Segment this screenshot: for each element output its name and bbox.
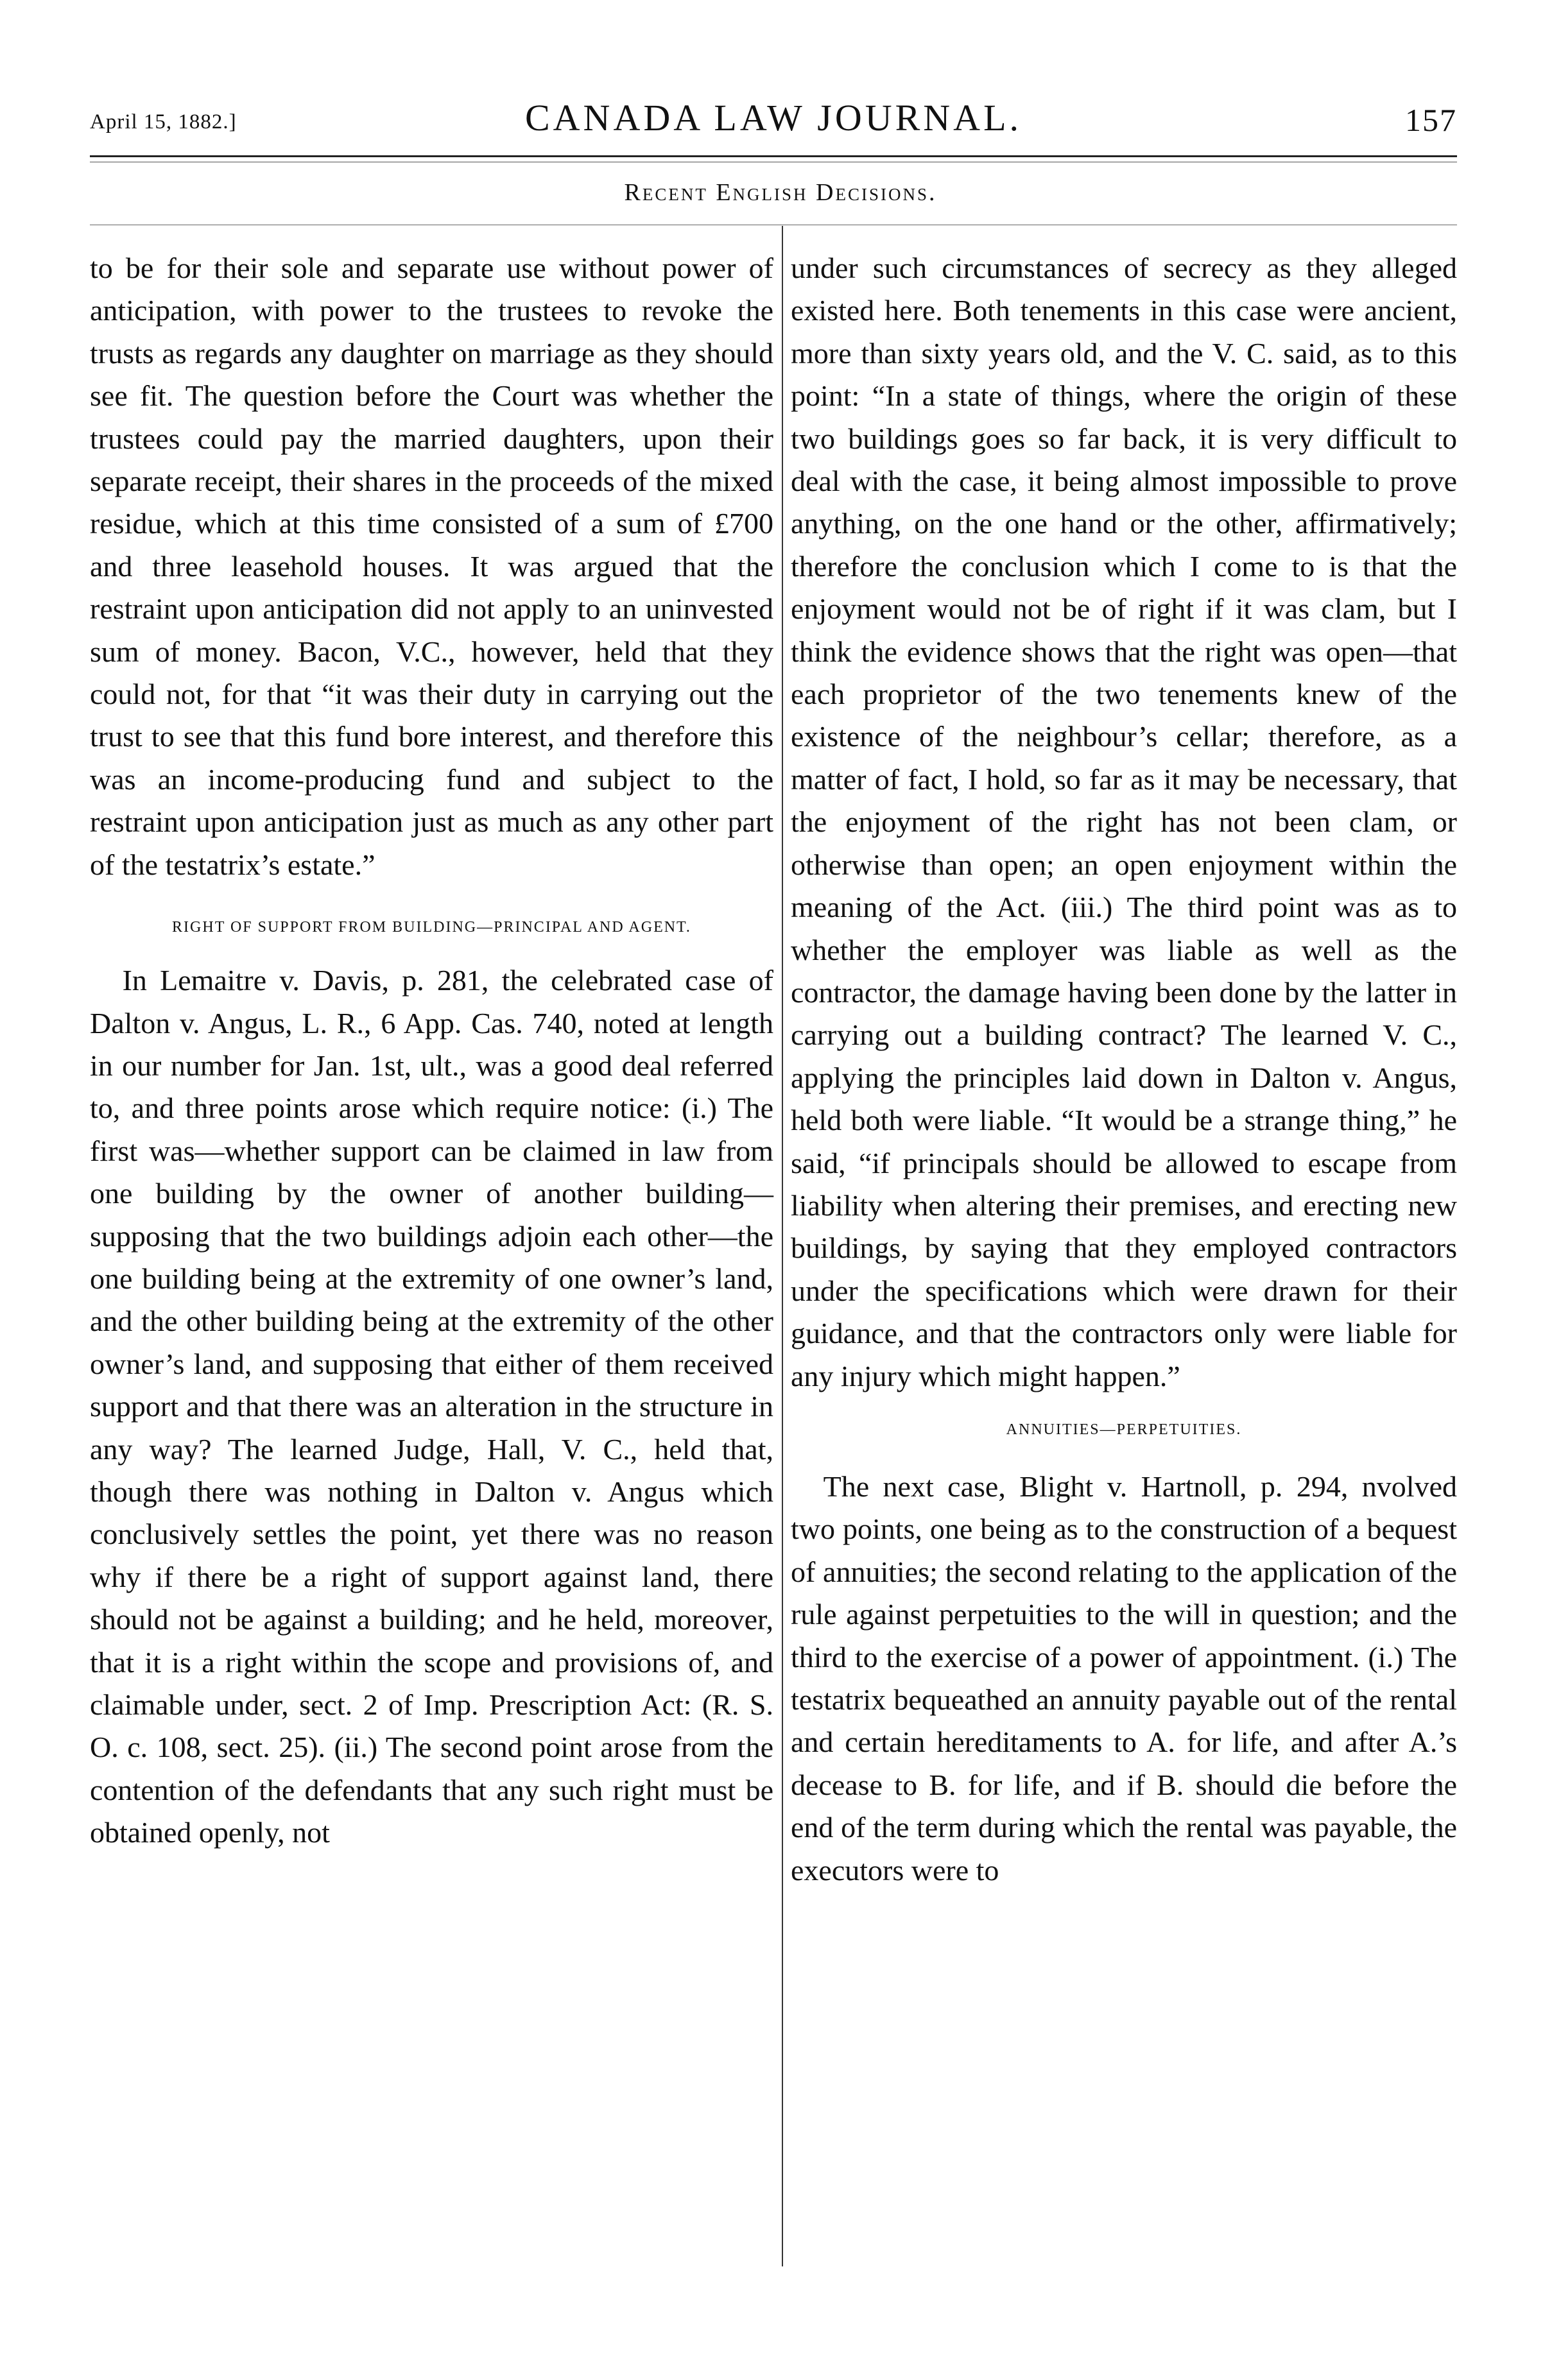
- right-paragraph-1: under such circumstances of secrecy as they alleged existed here. Both tenements in this case were ancient, more than sixty years old, and the V. C. said, as to this point: “In a state of things, where the origin of these two buildings goes so far back, it is very difficult to deal with the case, it being almost impossible to prove anything, on the one hand or the other, affirmatively; therefore the conclusion which I come to is that the enjoyment would not be of right if it was clam, but I think the evidence shows that the right was open—that each proprietor of the two tenements knew of the existence of the neighbour’s cellar; therefore, as a matter of fact, I hold, so far as it may be necessary, that the enjoyment of the right has not been clam, or otherwise than open; an open enjoyment within the meaning of the Act. (iii.) The third point was as to whether the employer was liable as well as the contractor, the damage having been done by the latter in carrying out a building contract? The learned V. C., applying the principles laid down in Dalton v. Angus, held both were liable. “It would be a strange thing,” he said, “if principals should be allowed to escape from liability when altering their premises, and erecting new buildings, by saying that they employed contractors under the specifications which were drawn for their guidance, and that the contractors only were liable for any injury which might happen.”: [791, 252, 1457, 1392]
- left-paragraph-2: In Lemaitre v. Davis, p. 281, the celebrated case of Dalton v. Angus, L. R., 6 App. Cas. 740, noted at length in our number for Jan. 1st, ult., was a good deal referred to, and three points arose which require notice: (i.) The first was—whether support can be claimed in law from one building by the owner of another building—supposing that the two buildings adjoin each other—the one building being at the extremity of one owner’s land, and the other building being at the extremity of the other owner’s land, and supposing that either of them received support and that there was an alteration in the structure in any way? The learned Judge, Hall, V. C., held that, though there was nothing in Dalton v. Angus which conclusively settles the point, yet there was no reason why if there be a right of support against land, there should not be against a building; and he held, moreover, that it is a right within the scope and provisions of, and claimable under, sect. 2 of Imp. Prescription Act: (R. S. O. c. 108, sect. 25). (ii.) The second point arose from the contention of the defendants that any such right must be obtained openly, not: [90, 964, 773, 1849]
- column-divider: [782, 226, 783, 2266]
- right-paragraph-2: The next case, Blight v. Hartnoll, p. 294, nvolved two points, one being as to the construction of a bequest of annuities; the second relating to the application of the rule against perpetuities to the will in question; and the third to the exercise of a power of appointment. (i.) The testatrix bequeathed an annuity payable out of the rental and certain hereditaments to A. for life, and after A.’s decease to B. for life, and if B. should die before the end of the term during which the rental was payable, the executors were to: [791, 1469, 1457, 1887]
- journal-title: CANADA LAW JOURNAL.: [524, 97, 1022, 139]
- left-paragraph-1: to be for their sole and separate use without power of anticipation, with power to the trustees to revoke the trusts as regards any daughter on marriage as they should see fit. The question before the Court was whether the trustees could pay the married daughters, upon their separate receipt, their shares in the proceeds of the mixed residue, which at this time consisted of a sum of £700 and three leasehold houses. It was argued that the restraint upon anticipation did not apply to an uninvested sum of money. Bacon, V.C., however, held that they could not, for that “it was their duty in carrying out the trust to see that this fund bore interest, and therefore this was an income-producing fund and subject to the restraint upon anticipation just as much as any other part of the testatrix’s estate.”: [90, 252, 773, 881]
- left-subheading: RIGHT OF SUPPORT FROM BUILDING—PRINCIPAL AND AGENT.: [172, 919, 691, 936]
- issue-date: April 15, 1882.]: [90, 110, 237, 133]
- right-column: [791, 247, 1457, 1892]
- right-subheading: ANNUITIES—PERPETUITIES.: [1006, 1421, 1242, 1438]
- header-rule: [90, 155, 1457, 157]
- page-number: 157: [1405, 102, 1457, 138]
- left-column: [90, 247, 773, 1854]
- section-title: Recent English Decisions.: [624, 179, 937, 206]
- running-head: [90, 96, 1457, 148]
